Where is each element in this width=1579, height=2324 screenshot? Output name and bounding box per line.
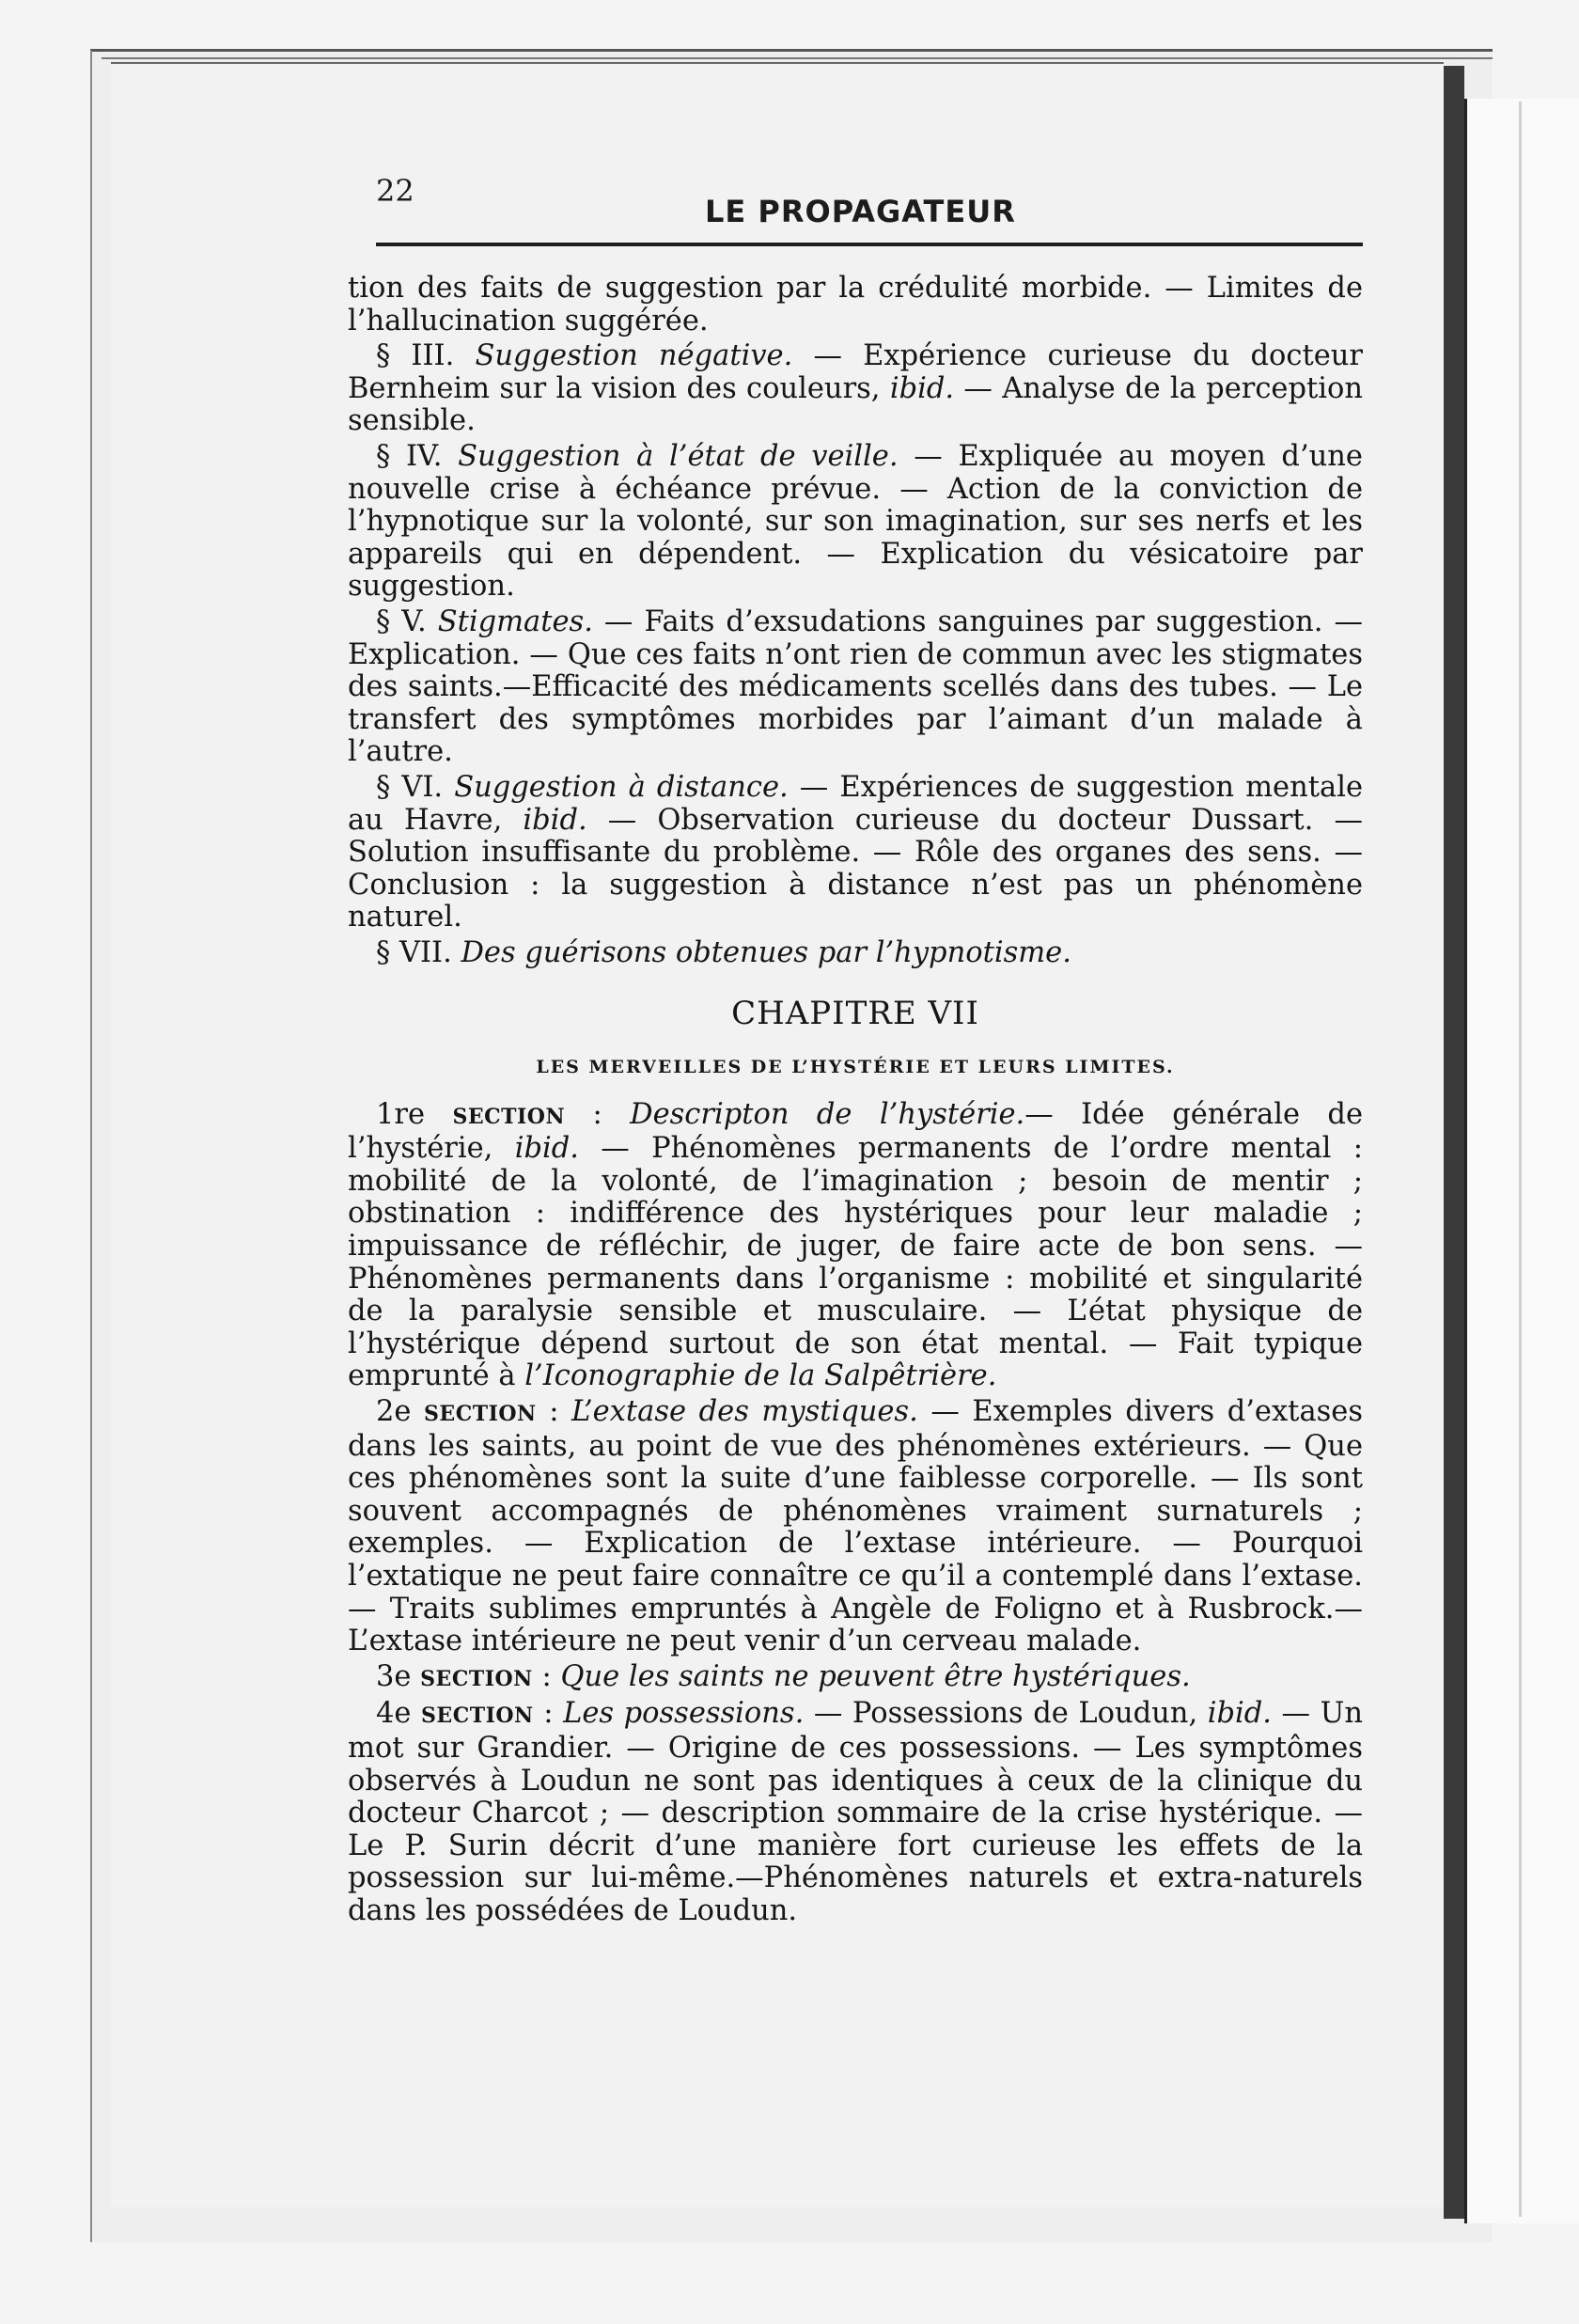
section-mark: § III.	[376, 339, 455, 373]
paragraph-continuation: tion des faits de suggestion par la crédulité morbide. — Limites de l’hallucination suggérée.	[348, 272, 1363, 338]
paragraph-chapter-section-1: 1re SECTION : Descripton de l’hystérie.— Idée générale de l’hystérie, ibid. — Phénomènes permanents de l’ordre mental : mobilité de la volonté, de l’imagination ; besoin de mentir ; obstination : indifférence des hystériques pour leur maladie ; impuissance de réfléchir, de juger, de faire acte de bon sens. — Phénomènes permanents dans l’organisme : mobilité et singularité de la paralysie sensible et musculaire. — L’état physique de l’hystérique dépend surtout de son état mental. — Fait typique emprunté à l’Iconographie de la Salpêtrière.	[348, 1097, 1364, 1393]
section-title: Des guérisons obtenues par l’hypnotisme.	[461, 935, 1071, 969]
paragraph-text: — Possessions de Loudun,	[804, 1697, 1208, 1731]
section-label: SECTION	[421, 1704, 534, 1729]
paragraph-text: — Un mot sur Grandier. — Origine de ces possessions. — Les symptômes observés à Loudun ne sont pas identiques à ceux de la clinique du docteur Charcot ; — description sommaire de la crise hystérique. — Le P. Surin décrit d’une manière fort curieuse les effets de la possession sur lui-même.—Phénomènes naturels et extra-naturels dans les possédées de Loudun.	[348, 1697, 1363, 1927]
section-title: L’extase des mystiques.	[571, 1395, 918, 1428]
reference-title: l’Iconographie de la Salpêtrière.	[524, 1359, 997, 1393]
section-mark: § V.	[376, 605, 427, 638]
section-title: Suggestion à l’état de veille.	[458, 439, 899, 473]
page-body	[348, 273, 1363, 1931]
paragraph-text: — Analyse de la perception sensible.	[348, 371, 1363, 438]
ibid: ibid.	[514, 1132, 579, 1166]
ibid: ibid.	[523, 803, 587, 837]
section-number: 4e	[376, 1697, 412, 1731]
chapter-title: CHAPITRE VII	[731, 995, 979, 1033]
paragraph-text: — Exemples divers d’extases dans les saints, au point de vue des phénomènes extérieurs. — Que ces phénomènes sont la suite d’une faiblesse corporelle. — Ils sont souvent accompagnés de phénomènes vraiment surnaturels ; exemples. — Explication de l’extase intérieure. — Pourquoi l’extatique ne peut faire connaître ce qu’il a contemplé dans l’extase. — Traits sublimes empruntés à Angèle de Foligno et à Rusbrock.— L’extase intérieure ne peut venir d’un cerveau malade.	[348, 1395, 1363, 1658]
section-number: 2e	[376, 1395, 412, 1428]
ibid: ibid.	[889, 371, 955, 405]
section-title: Stigmates.	[437, 605, 593, 638]
book-spine	[1444, 66, 1464, 2219]
section-title: Suggestion négative.	[475, 339, 793, 373]
section-title: Que les saints ne peuvent être hystériques.	[560, 1659, 1191, 1693]
section-number: 1re	[376, 1097, 426, 1131]
section-mark: § VII.	[376, 935, 452, 969]
paragraph-section-6	[348, 772, 1363, 934]
paragraph-text: — Expériences de suggestion mentale au Havre,	[348, 770, 1363, 837]
section-mark: § VI.	[376, 770, 444, 804]
section-number: 3e	[376, 1659, 412, 1693]
section-label: SECTION	[452, 1104, 566, 1129]
section-title: Les possessions.	[563, 1697, 805, 1731]
paragraph-text: — Faits d’exsudations sanguines par suggestion. — Explication. — Que ces faits n’ont rien de commun avec les stigmates des saints.—Efficacité des médicaments scellés dans des tubes. — Le transfert des symptômes morbides par l’aimant d’un malade à l’autre.	[348, 605, 1363, 769]
paragraph-chapter-section-2: 2e SECTION : L’extase des mystiques. — Exemples divers d’extases dans les saints, au point de vue des phénomènes extérieurs. — Que ces phénomènes sont la suite d’une faiblesse corporelle. — Ils sont souvent accompagnés de phénomènes vraiment surnaturels ; exemples. — Explication de l’extase intérieure. — Pourquoi l’extatique ne peut faire connaître ce qu’il a contemplé dans l’extase. — Traits sublimes empruntés à Angèle de Foligno et à Rusbrock.— L’extase intérieure ne peut venir d’un cerveau malade.	[348, 1395, 1363, 1658]
paragraph-text: — Observation curieuse du docteur Dussart. — Solution insuffisante du problème. — Rôle des organes des sens. — Conclusion : la suggestion à distance n’est pas un phénomène naturel.	[348, 803, 1363, 934]
facing-page-shadow	[1519, 102, 1522, 2217]
section-label: SECTION	[420, 1666, 533, 1691]
paragraph-section-5	[348, 606, 1363, 769]
page-number: 22	[376, 173, 414, 209]
paragraph-chapter-section-4: 4e SECTION : Les possessions. — Possessions de Loudun, ibid. — Un mot sur Grandier. — Origine de ces possessions. — Les symptômes observés à Loudun ne sont pas identiques à ceux de la clinique du docteur Charcot ; — description sommaire de la crise hystérique. — Le P. Surin décrit d’une manière fort curieuse les effets de la possession sur lui-même.—Phénomènes naturels et extra-naturels dans les possédées de Loudun.	[348, 1697, 1363, 1927]
paragraph-section-7	[348, 937, 1363, 970]
chapter-subtitle: LES MERVEILLES DE L’HYSTÉRIE ET LEURS LIMITES.	[536, 1057, 1175, 1078]
section-title: Suggestion à distance.	[454, 770, 789, 804]
paragraph-text: — Phénomènes permanents de l’ordre mental : mobilité de la volonté, de l’imagination ; besoin de mentir ; obstination : indifférence des hystériques pour leur maladie ; impuissance de réfléchir, de juger, de faire acte de bon sens. — Phénomènes permanents dans l’organisme : mobilité et singularité de la paralysie sensible et musculaire. — L’état physique de l’hystérique dépend surtout de son état mental. — Fait typique emprunté à	[348, 1132, 1363, 1393]
ibid: ibid.	[1207, 1697, 1272, 1731]
paragraph-section-3	[348, 340, 1363, 438]
paragraph-text: — Expérience curieuse du docteur Bernheim sur la vision des couleurs,	[348, 339, 1363, 405]
section-label: SECTION	[424, 1402, 537, 1426]
section-mark: § IV.	[376, 439, 443, 473]
paragraph-text: — Idée générale de l’hystérie,	[348, 1097, 1364, 1166]
section-title: Descripton de l’hystérie.	[630, 1097, 1025, 1131]
paragraph-chapter-section-3: 3e SECTION : Que les saints ne peuvent être hystériques.	[376, 1659, 1191, 1693]
paragraph-text: — Expliquée au moyen d’une nouvelle crise à échéance prévue. — Action de la conviction de l’hypnotique sur la volonté, sur son imagination, sur ses nerfs et les appareils qui en dépendent. — Explication du vésicatoire par suggestion.	[348, 439, 1363, 604]
facing-page-edge	[1464, 99, 1579, 2223]
paragraph-section-4	[348, 441, 1363, 604]
page-header	[376, 167, 1363, 243]
running-title: LE PROPAGATEUR	[705, 194, 1016, 229]
header-rule	[376, 243, 1363, 246]
